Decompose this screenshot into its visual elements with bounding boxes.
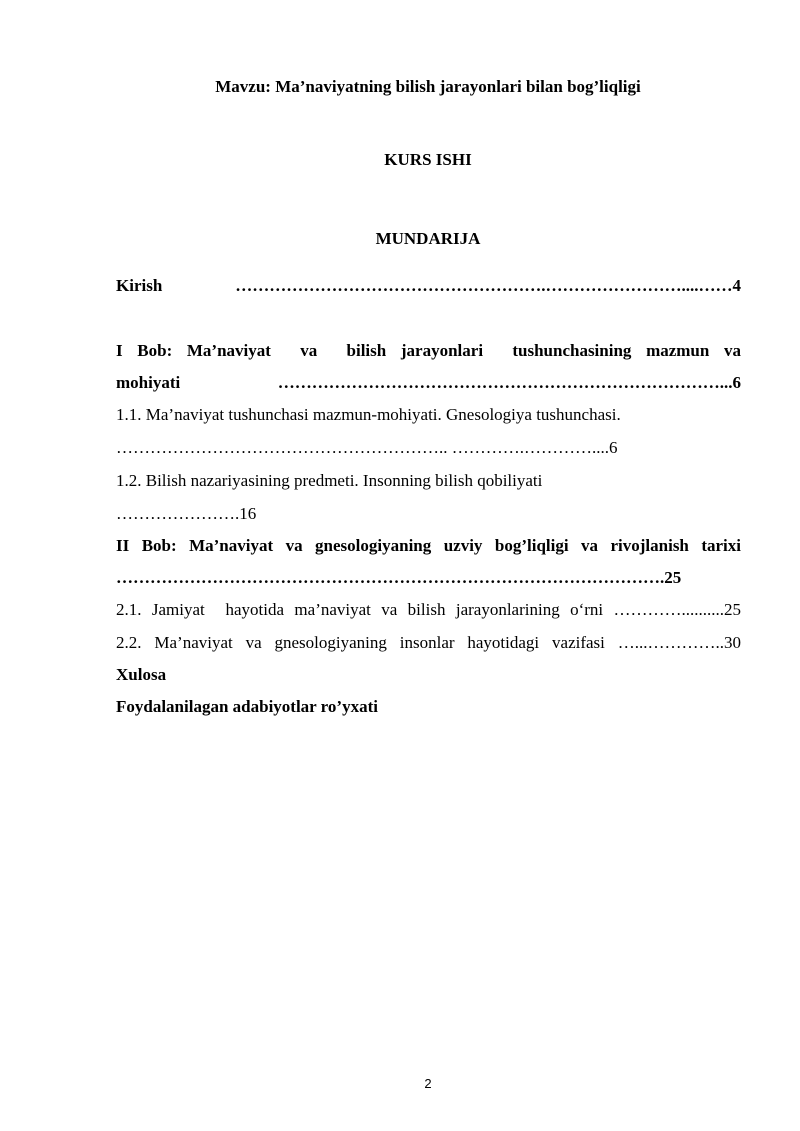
toc-entry-section-1-1-line2: ………………………………………………….. ………….…………....6 xyxy=(116,438,618,457)
toc-entry-chapter2-line2: …………………………………………………………………………………….25 xyxy=(116,568,682,587)
toc-entry-section-1-1-line1: 1.1. Ma’naviyat tushunchasi mazmun-mohiyati. Gnesologiya tushunchasi. xyxy=(116,405,621,424)
toc-entry-section-2-2: 2.2. Ma’naviyat va gnesologiyaning insonlar hayotidagi vazifasi …...…………..30 xyxy=(116,633,741,652)
toc-title: MUNDARIJA xyxy=(375,229,481,248)
toc-entry-section-1-2-line2: ………………….16 xyxy=(116,504,257,523)
toc-entry-intro: Kirish ……………………………………………….……………………....……4 xyxy=(116,276,741,295)
document-topic: Mavzu: Ma’naviyatning bilish jarayonlari bilan bog’liqligi xyxy=(215,77,641,96)
toc-entry-chapter1-line2: mohiyati ……………………………………………………………………...6 xyxy=(116,373,741,392)
toc-entry-chapter1-line1: I Bob: Ma’naviyat va bilish jarayonlari tushunchasining mazmun va xyxy=(116,341,741,360)
work-type-heading: KURS ISHI xyxy=(384,150,472,169)
toc-entry-conclusion: Xulosa xyxy=(116,665,167,684)
page-number: 2 xyxy=(424,1076,432,1091)
toc-entry-section-2-1: 2.1. Jamiyat hayotida ma’naviyat va bilish jarayonlarining o‘rni …………..........25 xyxy=(116,600,741,619)
toc-entry-bibliography: Foydalanilagan adabiyotlar ro’yxati xyxy=(116,697,378,716)
toc-entry-chapter2-line1: II Bob: Ma’naviyat va gnesologiyaning uzviy bog’liqligi va rivojlanish tarixi xyxy=(116,536,741,555)
toc-entry-section-1-2-line1: 1.2. Bilish nazariyasining predmeti. Insonning bilish qobiliyati xyxy=(116,471,543,490)
